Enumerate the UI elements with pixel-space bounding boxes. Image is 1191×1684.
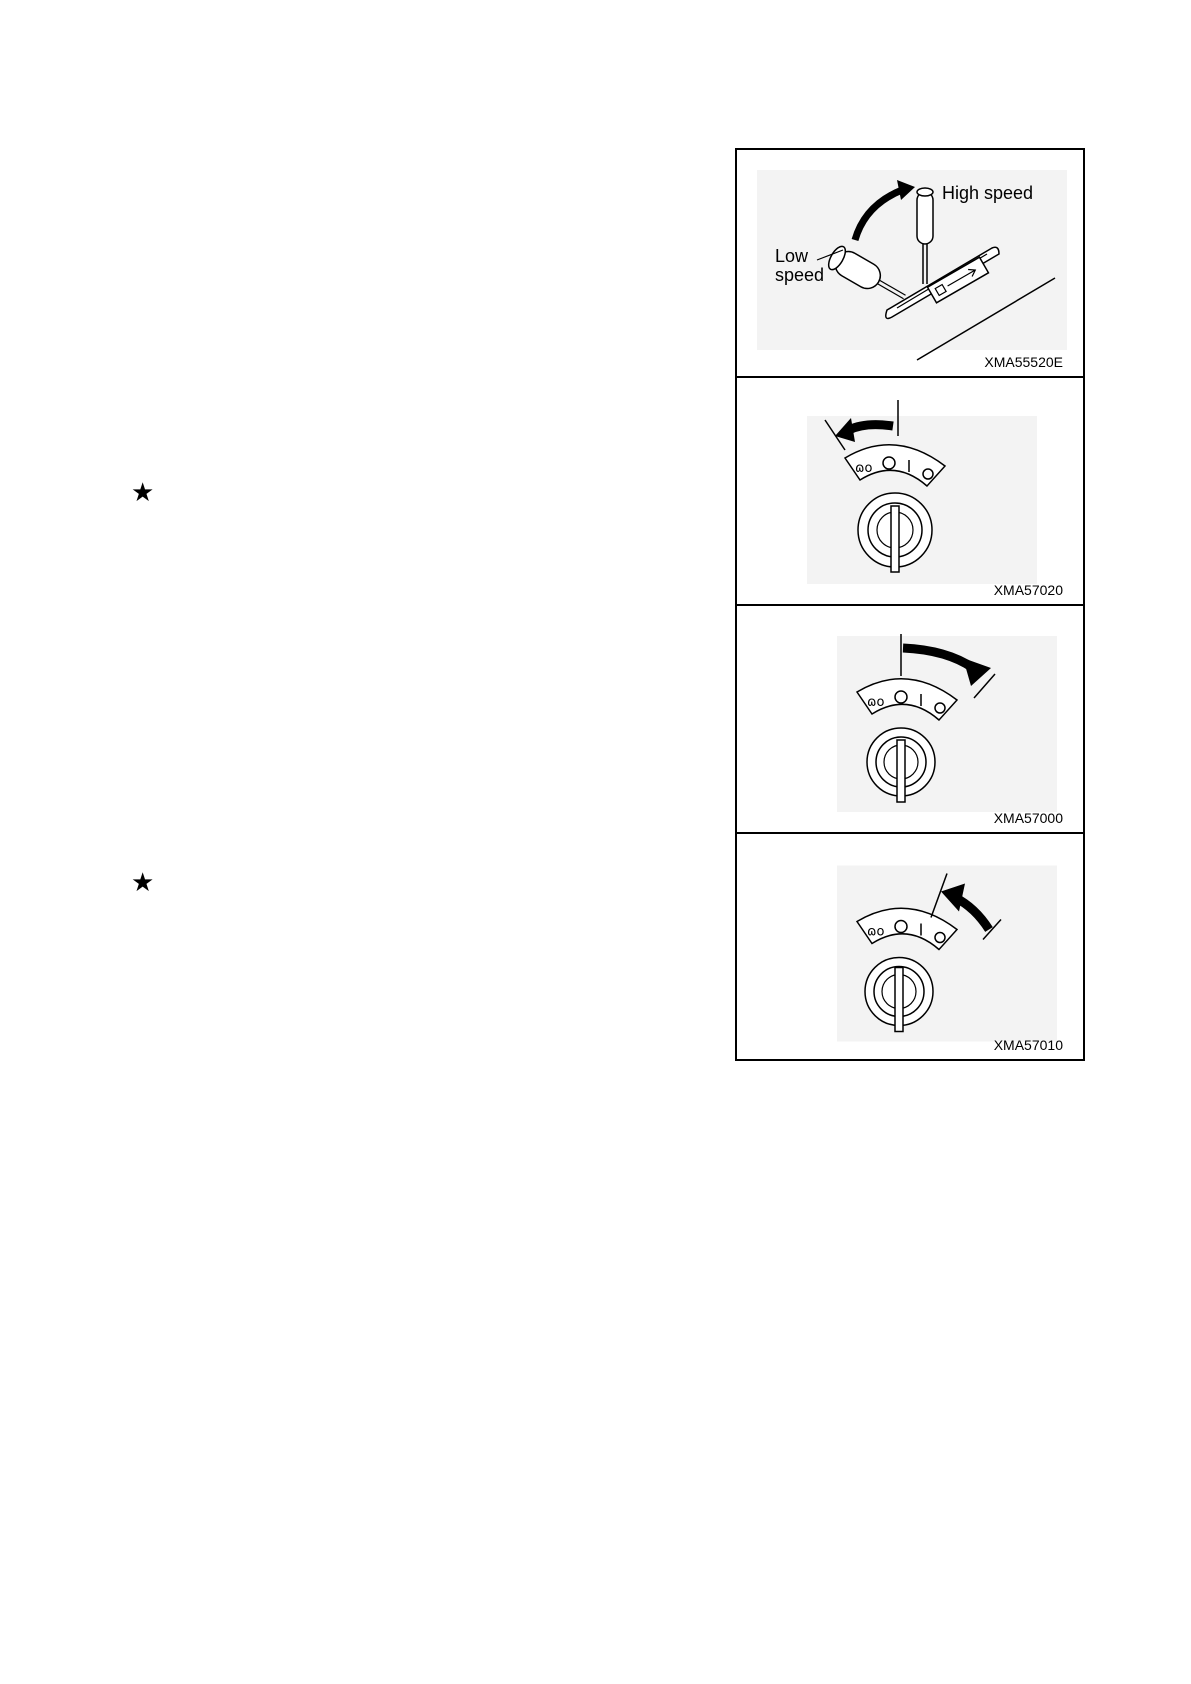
figure-code: XMA57000 <box>993 810 1063 826</box>
svg-text:ɷo: ɷo <box>855 461 873 476</box>
figure-key-start <box>737 606 1083 834</box>
key-switch-illustration <box>737 834 1083 1059</box>
star-bullet-1: ★ <box>131 478 155 508</box>
key-switch-illustration <box>737 378 1083 606</box>
high-speed-label: High speed <box>942 183 1034 203</box>
figure-code: XMA55520E <box>984 354 1063 370</box>
low-speed-label: Low speed <box>775 246 825 285</box>
star-bullet-2: ★ <box>131 868 155 898</box>
svg-text:ɷo: ɷo <box>867 924 885 940</box>
key-switch-illustration <box>737 606 1083 834</box>
figure-stack <box>735 148 1085 1061</box>
figure-speed-lever <box>737 150 1083 378</box>
svg-text:ɷo: ɷo <box>867 695 885 710</box>
figure-key-preheat <box>737 378 1083 606</box>
figure-code: XMA57020 <box>993 582 1063 598</box>
figure-code: XMA57010 <box>993 1037 1063 1053</box>
figure-key-run <box>737 834 1083 1059</box>
